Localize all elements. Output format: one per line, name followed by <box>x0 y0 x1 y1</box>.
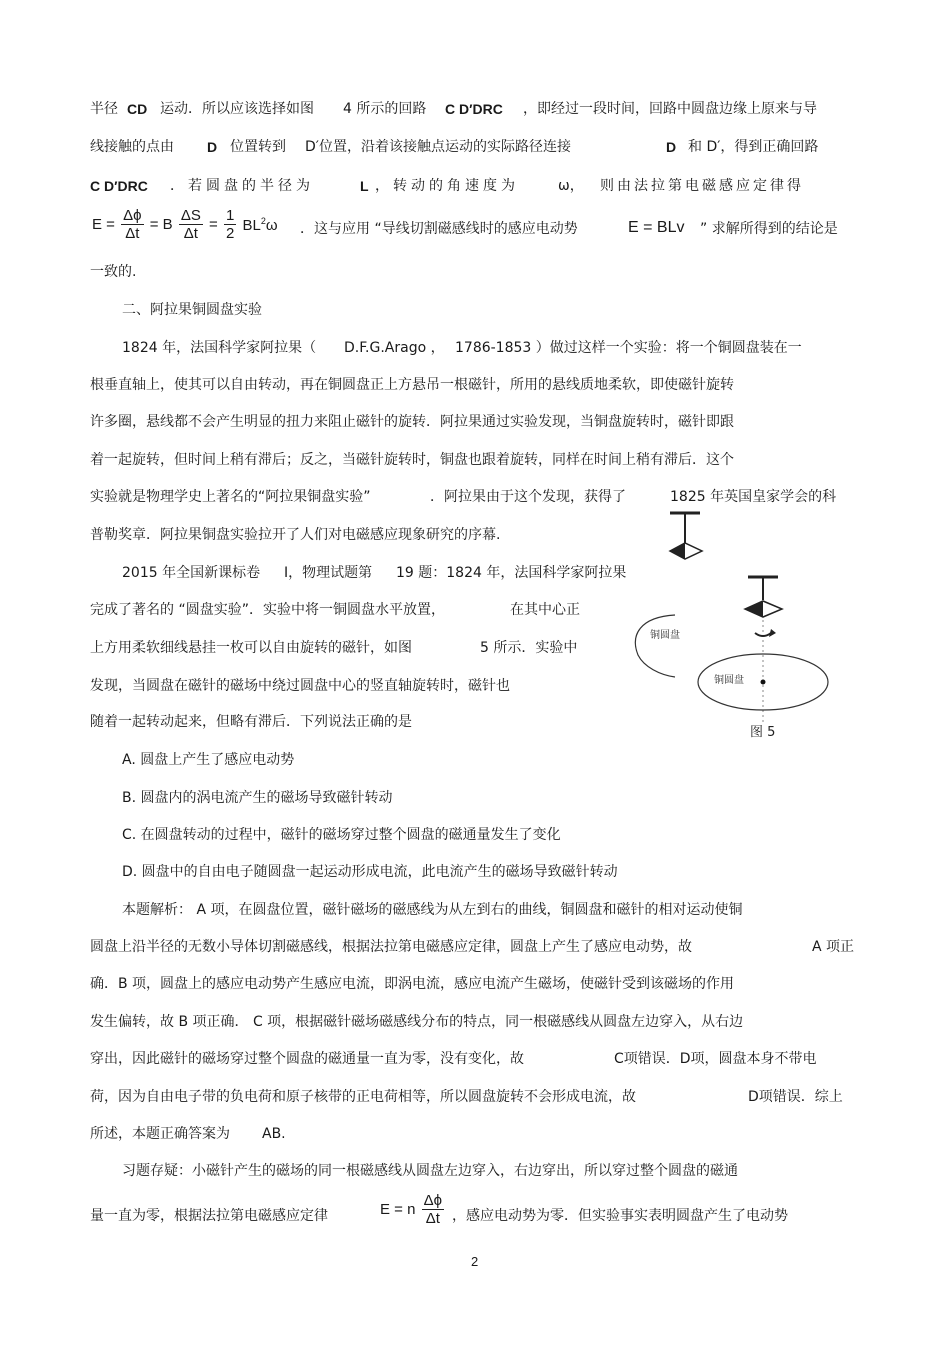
text-segment: ．阿拉果由于这个发现，获得了 <box>430 489 626 505</box>
text-segment: C项错误．D项，圆盘本身不带电 <box>614 1051 817 1067</box>
formula-tail: BL <box>242 216 261 234</box>
text-segment: L <box>360 178 369 194</box>
text-segment: 1786-1853 ）做过这样一个实验：将一个铜圆盘装在一 <box>455 340 802 356</box>
text-segment: D. 圆盘中的自由电子随圆盘一起运动形成电流，此电流产生的磁场导致磁针转动 <box>122 864 618 880</box>
text-segment: ，感应电动势为零．但实验事实表明圆盘产生了电动势 <box>452 1208 788 1224</box>
text-segment: 位置转到 <box>230 139 286 155</box>
text-segment: 2015 年全国新课标卷 <box>122 565 261 581</box>
formula-part: = <box>209 216 218 233</box>
denominator: Δt <box>125 225 140 242</box>
superscript: 2 <box>260 215 266 226</box>
formula-lhs: E = n <box>380 1201 416 1218</box>
text-segment: 普勒奖章．阿拉果铜盘实验拉开了人们对电磁感应现象研究的序幕. <box>90 527 501 543</box>
text-segment: 发生偏转，故 B 项正确． C 项，根据磁针磁场磁感线分布的特点，同一根磁感线从圆盘左边穿入，从右边 <box>90 1014 744 1030</box>
text-segment: E = BLv <box>628 219 685 236</box>
formula-part <box>242 216 277 234</box>
figure-5 <box>630 505 840 745</box>
disc-label-lower: 铜圆盘 <box>714 675 744 686</box>
text-segment: 则由法拉第电磁感应定律得 <box>600 178 804 194</box>
text-segment: 19 题：1824 年，法国科学家阿拉果 <box>396 565 627 581</box>
text-segment: 确．B 项，圆盘上的感应电动势产生感应电流，即涡电流，感应电流产生磁场，使磁针受到该磁场的作用 <box>90 976 735 992</box>
text-segment: 圆盘上沿半径的无数小导体切割磁感线，根据法拉第电磁感应定律，圆盘上产生了感应电动势，故 <box>90 939 692 955</box>
text-segment: ” 求解所得到的结论是 <box>700 221 838 237</box>
text-segment: 上方用柔软细线悬挂一枚可以自由旋转的磁针，如图 <box>90 640 412 656</box>
denominator: 2 <box>225 225 235 242</box>
text-segment: C D′DRC <box>445 101 503 117</box>
text-segment: D <box>207 139 218 155</box>
text-segment: ω， <box>558 178 584 194</box>
text-segment: 1824 年，法国科学家阿拉果（ <box>122 340 317 356</box>
numerator: Δϕ <box>123 207 142 224</box>
text-segment: 和 D′，得到正确回路 <box>688 139 819 155</box>
disc-center <box>761 680 766 685</box>
fraction <box>224 207 236 242</box>
text-segment: 5 所示．实验中 <box>480 640 578 656</box>
text-segment: A 项正 <box>812 939 855 955</box>
text-segment: 根垂直轴上，使其可以自由转动，再在铜圆盘正上方悬吊一根磁针，所用的悬线质地柔软，即使磁针旋转 <box>90 377 734 393</box>
text-segment: 二、阿拉果铜圆盘实验 <box>122 302 262 318</box>
text-segment: ．这与应用 “导线切割磁感线时的感应电动势 <box>300 221 578 237</box>
text-segment: B. 圆盘内的涡电流产生的磁场导致磁针转动 <box>122 790 393 806</box>
text-segment: ，即经过一段时间，回路中圆盘边缘上原来与导 <box>523 101 817 117</box>
text-segment: A. 圆盘上产生了感应电动势 <box>122 752 295 768</box>
numerator: Δϕ <box>423 1192 443 1209</box>
rotation-arrow-head <box>769 629 776 637</box>
faraday-formula-n <box>380 1192 446 1227</box>
text-segment: 习题存疑：小磁针产生的磁场的同一根磁感线从圆盘左边穿入，右边穿出，所以穿过整个圆盘的磁通 <box>122 1163 738 1179</box>
text-segment: 在其中心正 <box>510 602 580 618</box>
text-segment: 半径 <box>90 101 118 117</box>
needle-dark-half <box>670 543 685 559</box>
text-segment: D <box>666 139 677 155</box>
text-segment: C D′DRC <box>90 178 148 194</box>
fraction <box>121 207 143 242</box>
numerator: 1 <box>225 207 235 224</box>
text-segment: CD <box>127 101 148 117</box>
text-segment: 实验就是物理学史上著名的“阿拉果铜盘实验” <box>90 489 371 505</box>
faraday-formula <box>92 207 278 242</box>
arago-disc-diagram <box>630 505 840 745</box>
rotation-arrow <box>755 633 771 636</box>
fraction <box>422 1192 444 1227</box>
text-segment: 许多圈，悬线都不会产生明显的扭力来阻止磁针的旋转．阿拉果通过实验发现，当铜盘旋转时，磁针即跟 <box>90 414 734 430</box>
disc-label-upper: 铜圆盘 <box>650 630 680 641</box>
page-number: 2 <box>471 1254 479 1269</box>
text-segment: 运动．所以应该选择如图 <box>160 101 314 117</box>
denominator: Δt <box>425 1210 440 1227</box>
text-segment: 4 所示的回路 <box>343 101 427 117</box>
text-segment: ．若圆盘的半径为 <box>170 178 314 194</box>
text-segment: D′位置，沿着该接触点运动的实际路径连接 <box>305 139 571 155</box>
text-segment: 着一起旋转，但时间上稍有滞后；反之，当磁针旋转时，铜盘也跟着旋转，同样在时间上稍有滞后．这个 <box>90 452 734 468</box>
numerator: ΔS <box>180 207 201 224</box>
text-segment: 量一直为零，根据法拉第电磁感应定律 <box>90 1208 328 1224</box>
text-segment: ，转动的角速度为 <box>375 178 519 194</box>
text-segment: C. 在圆盘转动的过程中，磁针的磁场穿过整个圆盘的磁通量发生了变化 <box>122 827 561 843</box>
text-segment: 一致的. <box>90 264 137 280</box>
formula-part: = B <box>149 216 173 233</box>
text-segment: AB. <box>262 1126 286 1142</box>
text-segment: D.F.G.Arago ， <box>344 340 445 356</box>
text-segment: 穿出，因此磁针的磁场穿过整个圆盘的磁通量一直为零，没有变化，故 <box>90 1051 524 1067</box>
text-segment: 1825 年英国皇家学会的科 <box>670 489 837 505</box>
omega-symbol: ω <box>265 216 278 234</box>
text-segment: 本题解析： A 项，在圆盘位置，磁针磁场的磁感线为从左到右的曲线，铜圆盘和磁针的相对运动使铜 <box>122 902 743 918</box>
formula-lhs: E = <box>92 216 115 233</box>
denominator: Δt <box>183 225 198 242</box>
fraction <box>179 207 203 242</box>
text-segment: 完成了著名的 “圆盘实验”．实验中将一铜圆盘水平放置， <box>90 602 445 618</box>
text-segment: 随着一起转动起来，但略有滞后．下列说法正确的是 <box>90 714 412 730</box>
text-segment: D项错误．综上 <box>748 1089 843 1105</box>
text-segment: 所述，本题正确答案为 <box>90 1126 230 1142</box>
text-segment: Ⅰ，物理试题第 <box>284 565 373 581</box>
figure-caption: 图 5 <box>750 725 776 740</box>
text-segment: 荷，因为自由电子带的负电荷和原子核带的正电荷相等，所以圆盘旋转不会形成电流，故 <box>90 1089 636 1105</box>
text-segment: 线接触的点由 <box>90 139 174 155</box>
needle-dark-half-lower <box>745 601 763 617</box>
copper-disc-upper <box>635 615 675 677</box>
text-segment: 发现，当圆盘在磁针的磁场中绕过圆盘中心的竖直轴旋转时，磁针也 <box>90 678 510 694</box>
